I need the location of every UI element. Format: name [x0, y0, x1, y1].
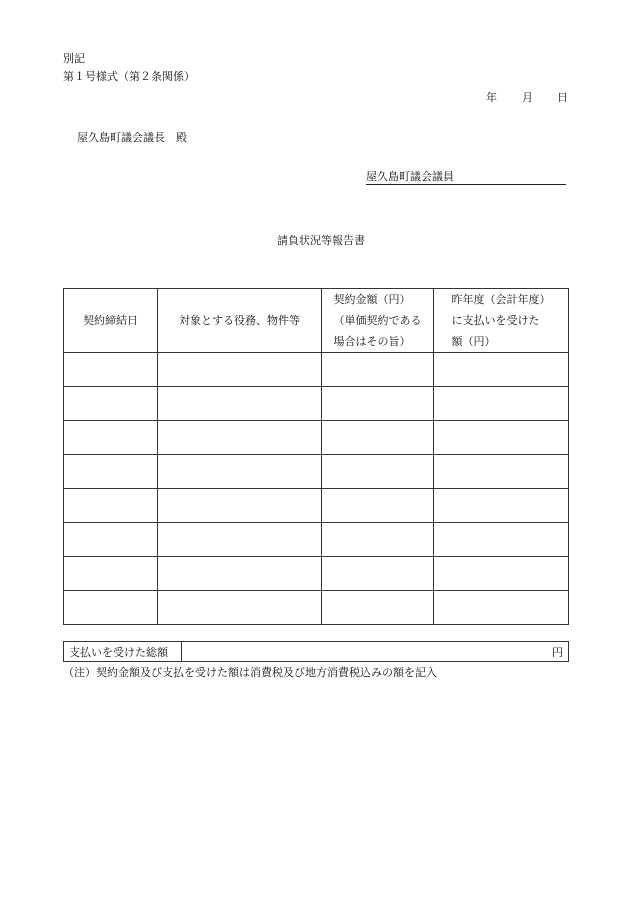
- table-cell[interactable]: [434, 421, 569, 455]
- total-unit: 円: [552, 645, 563, 659]
- total-value-cell[interactable]: [182, 642, 569, 662]
- table-cell[interactable]: [158, 523, 322, 557]
- table-cell[interactable]: [158, 557, 322, 591]
- table-cell[interactable]: [158, 387, 322, 421]
- col-contract-amount: 契約金額（円） （単価契約である 場合はその旨）: [322, 289, 434, 353]
- table-cell[interactable]: [64, 387, 158, 421]
- table-cell[interactable]: [322, 557, 434, 591]
- table-cell[interactable]: [158, 591, 322, 625]
- table-cell[interactable]: [64, 523, 158, 557]
- table-row: [64, 591, 569, 625]
- table-cell[interactable]: [434, 489, 569, 523]
- table-cell[interactable]: [322, 523, 434, 557]
- table-row: [64, 489, 569, 523]
- table-row: [64, 557, 569, 591]
- date-day-label: 日: [557, 91, 568, 104]
- contract-table: [63, 288, 569, 625]
- table-cell[interactable]: [322, 591, 434, 625]
- addressee: 屋久島町議会議長 殿: [77, 131, 187, 144]
- total-table: [63, 641, 569, 662]
- table-cell[interactable]: [322, 421, 434, 455]
- table-cell[interactable]: [64, 421, 158, 455]
- table-cell[interactable]: [64, 353, 158, 387]
- table-row: [64, 353, 569, 387]
- table-cell[interactable]: [64, 455, 158, 489]
- table-cell[interactable]: [158, 353, 322, 387]
- table-header-row: [64, 289, 569, 353]
- document-title: 請負状況等報告書: [277, 234, 365, 247]
- col-paid-amount: 昨年度（会計年度） に支払いを受けた 額（円）: [434, 289, 569, 353]
- table-cell[interactable]: [64, 557, 158, 591]
- table-cell[interactable]: [434, 353, 569, 387]
- table-cell[interactable]: [322, 455, 434, 489]
- total-row: [64, 642, 569, 662]
- date-month-label: 月: [522, 91, 533, 104]
- table-row: [64, 523, 569, 557]
- table-cell[interactable]: [322, 387, 434, 421]
- table-cell[interactable]: [158, 455, 322, 489]
- table-cell[interactable]: [434, 523, 569, 557]
- table-row: [64, 387, 569, 421]
- table-row: [64, 455, 569, 489]
- table-cell[interactable]: [158, 421, 322, 455]
- note: （注）契約金額及び支払を受けた額は消費税及び地方消費税込みの額を記入: [63, 666, 437, 679]
- table-cell[interactable]: [64, 591, 158, 625]
- table-cell[interactable]: [322, 489, 434, 523]
- col-contract-date: 契約締結日: [64, 289, 158, 353]
- table-cell[interactable]: [434, 591, 569, 625]
- table-cell[interactable]: [64, 489, 158, 523]
- form-number: 第１号様式（第２条関係）: [63, 70, 195, 83]
- total-label: 支払いを受けた総額: [64, 642, 182, 662]
- table-cell[interactable]: [322, 353, 434, 387]
- table-row: [64, 421, 569, 455]
- table-cell[interactable]: [434, 557, 569, 591]
- col-subject: 対象とする役務、物件等: [158, 289, 322, 353]
- table-cell[interactable]: [434, 455, 569, 489]
- table-cell[interactable]: [434, 387, 569, 421]
- sender-label: 屋久島町議会議員: [366, 170, 454, 183]
- table-cell[interactable]: [158, 489, 322, 523]
- sender-line: [366, 171, 566, 185]
- appendix-label: 別記: [63, 52, 85, 65]
- date-year-label: 年: [486, 91, 497, 104]
